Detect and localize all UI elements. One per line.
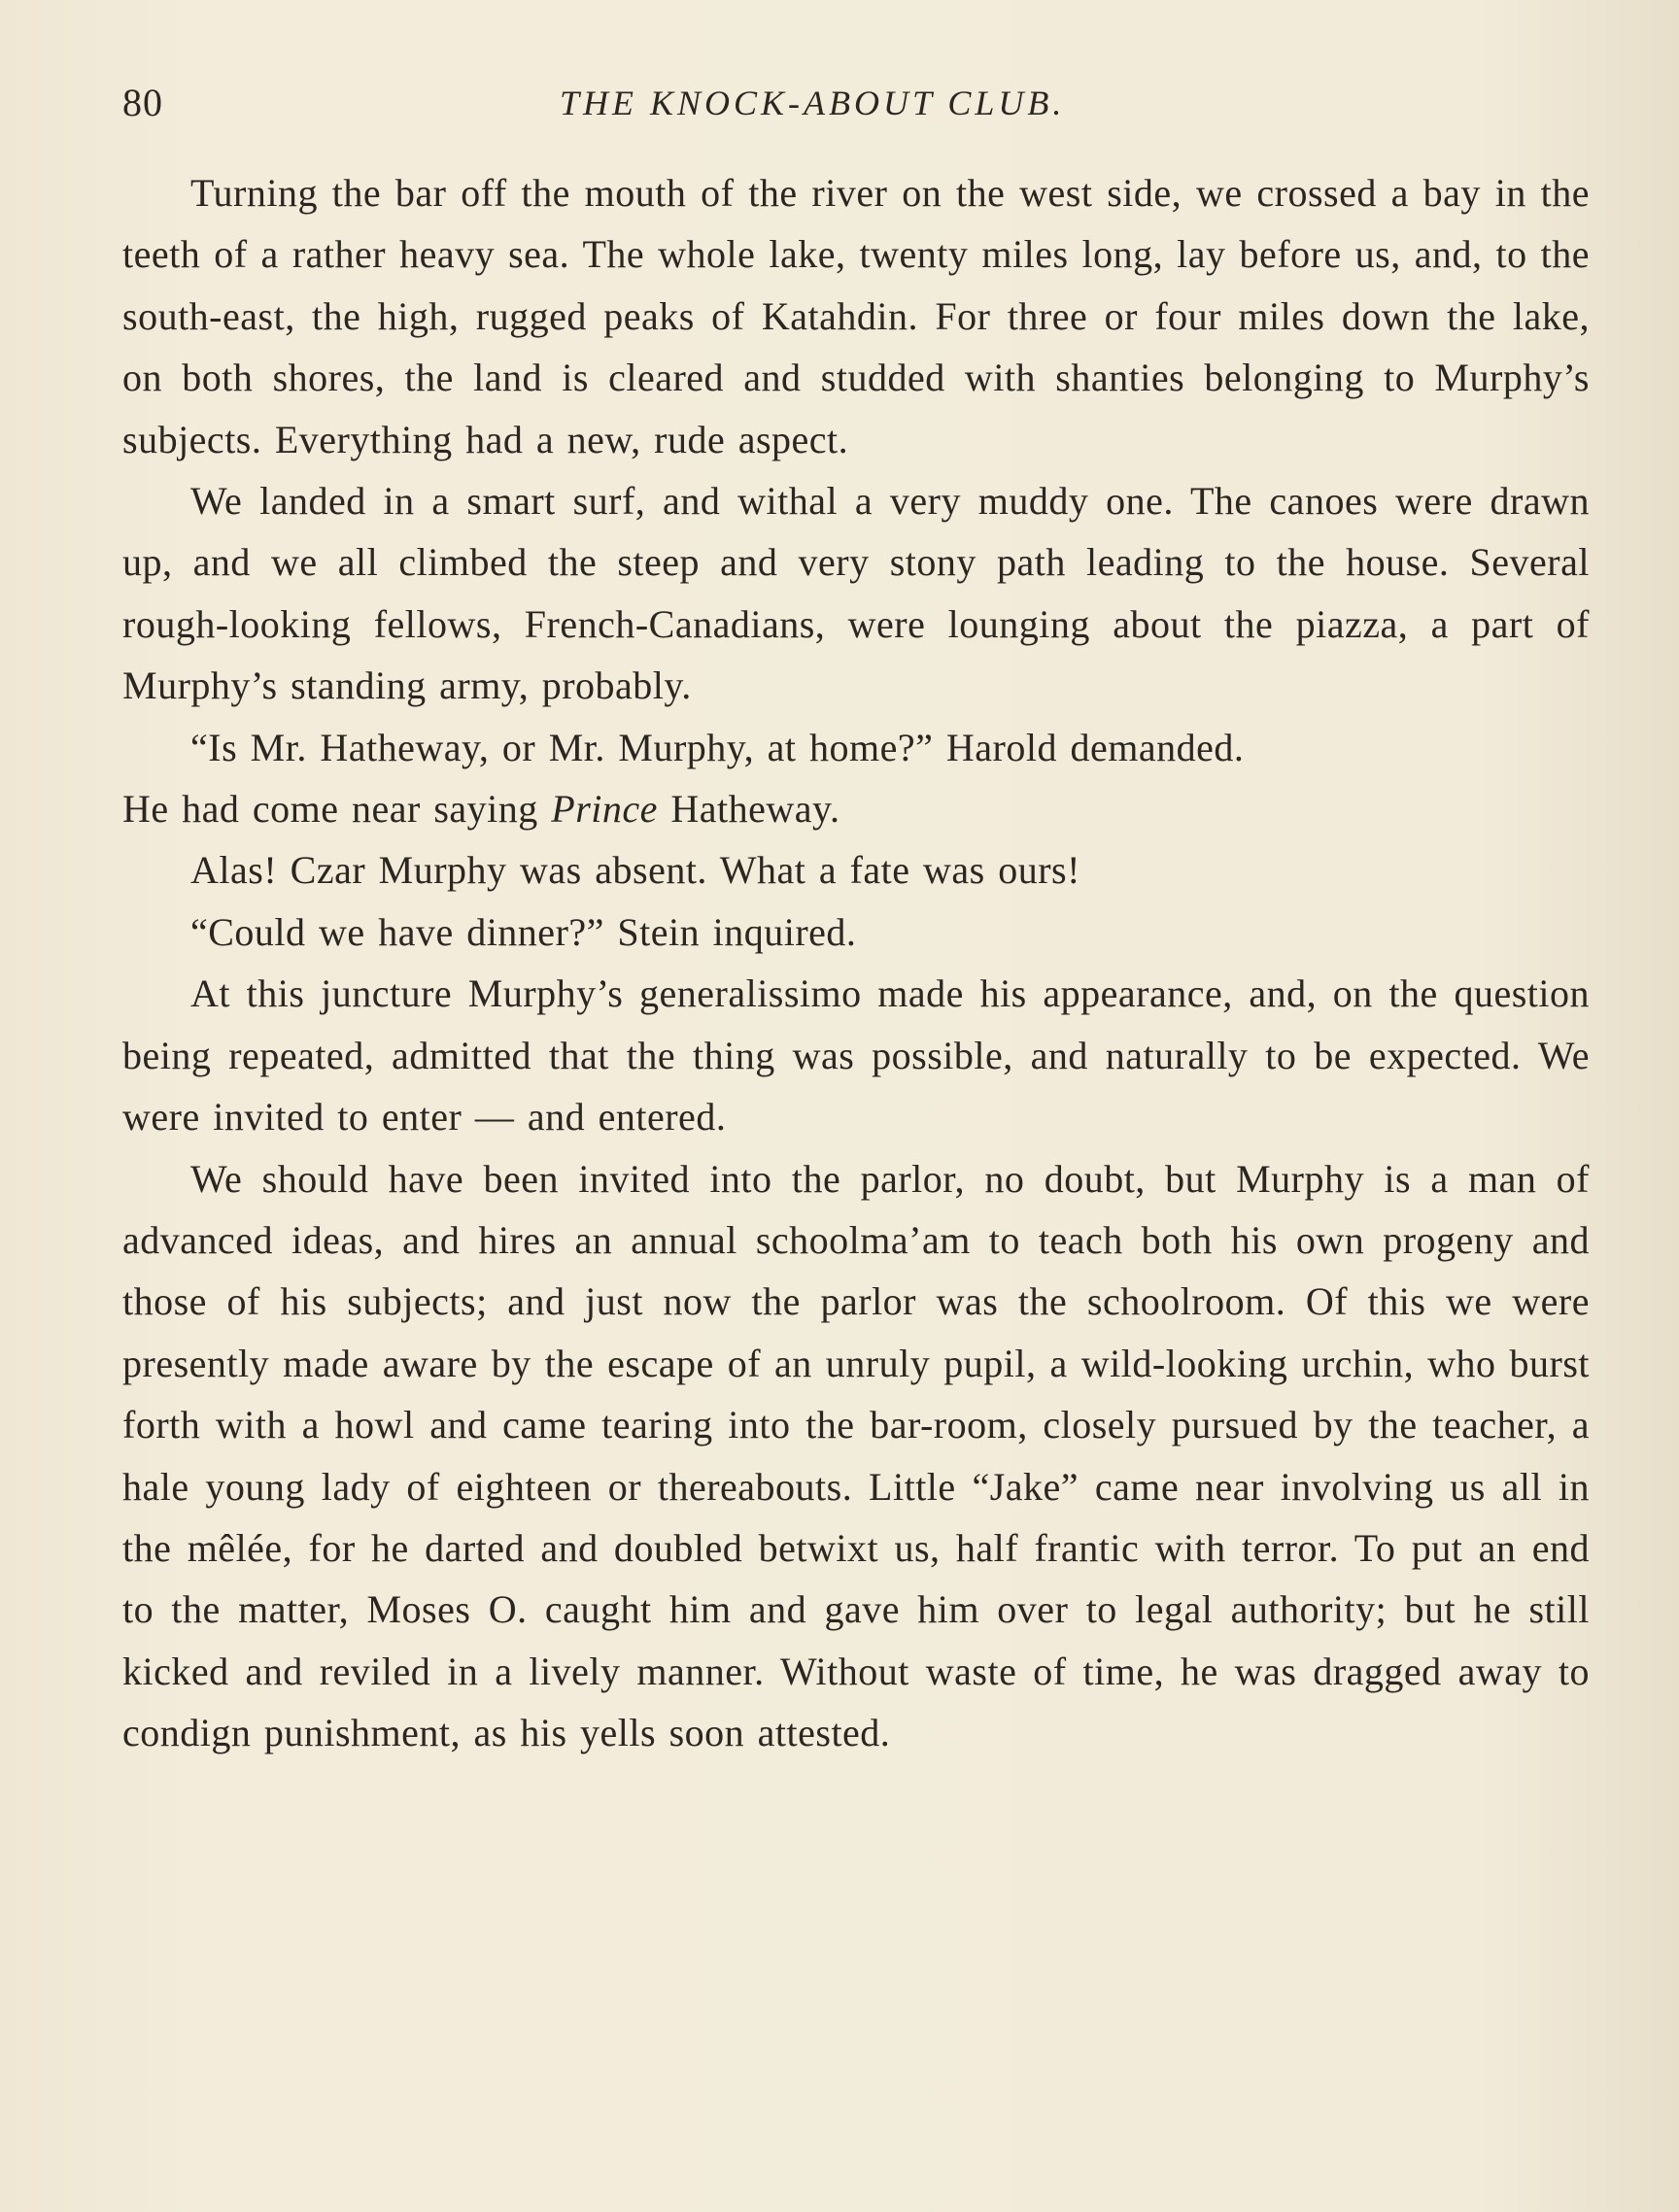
paragraph — [122, 778, 1590, 839]
paragraph-text-start: He had come near saying — [122, 787, 552, 832]
paragraph: “Is Mr. Hatheway, or Mr. Murphy, at home?” Harold demanded. — [190, 725, 1245, 769]
paragraph: Alas! Czar Murphy was absent. What a fate was ours! — [190, 848, 1080, 893]
paragraph-text-end: Hatheway. — [657, 787, 840, 832]
paragraph: Turning the bar off the mouth of the river on the west side, we crossed a bay in the teeth of a rather heavy sea. The whole lake, twenty miles long, lay before us, and, to the south-east, the high, rugged peaks of Katahdin. For three or four miles down the lake, on both shores, the land is cleared and studded with shanties belonging to Murphy’s subjects. Everything had a new, rude aspect. — [122, 171, 1590, 461]
paragraph: “Could we have dinner?” Stein inquired. — [190, 909, 857, 954]
italic-word: Prince — [551, 787, 658, 832]
page-number: 80 — [122, 81, 163, 124]
paragraph: We should have been invited into the parlor, no doubt, but Murphy is a man of advanced ideas, and hires an annual schoolma’am to teach both his own progeny and those of his subjects; and just now the parlor was the schoolroom. Of this we were presently made aware by the escape of an unruly pupil, a wild-looking urchin, who burst forth with a howl and came tearing into the bar-room, closely pursued by the teacher, a hale young lady of eighteen or thereabouts. Little “Jake” came near involving us all in the mêlée, for he darted and doubled betwixt us, half frantic with terror. To put an end to the matter, Moses O. caught him and gave him over to legal authority; but he still kicked and reviled in a lively manner. Without waste of time, he was dragged away to condign punishment, as his yells soon attested. — [122, 1156, 1590, 1755]
running-title: THE KNOCK-ABOUT CLUB. — [560, 84, 1066, 122]
page-header — [122, 76, 1580, 130]
body-text — [122, 162, 1590, 1764]
paragraph: At this juncture Murphy’s generalissimo made his appearance, and, on the question being repeated, admitted that the thing was possible, and naturally to be expected. We were invited to enter — and entered. — [122, 971, 1590, 1140]
paragraph: We landed in a smart surf, and withal a very muddy one. The canoes were drawn up, and we all climbed the steep and very stony path leading to the house. Several rough-looking fellows, French-Canadians, were lounging about the piazza, a part of Murphy’s standing army, probably. — [122, 479, 1590, 708]
